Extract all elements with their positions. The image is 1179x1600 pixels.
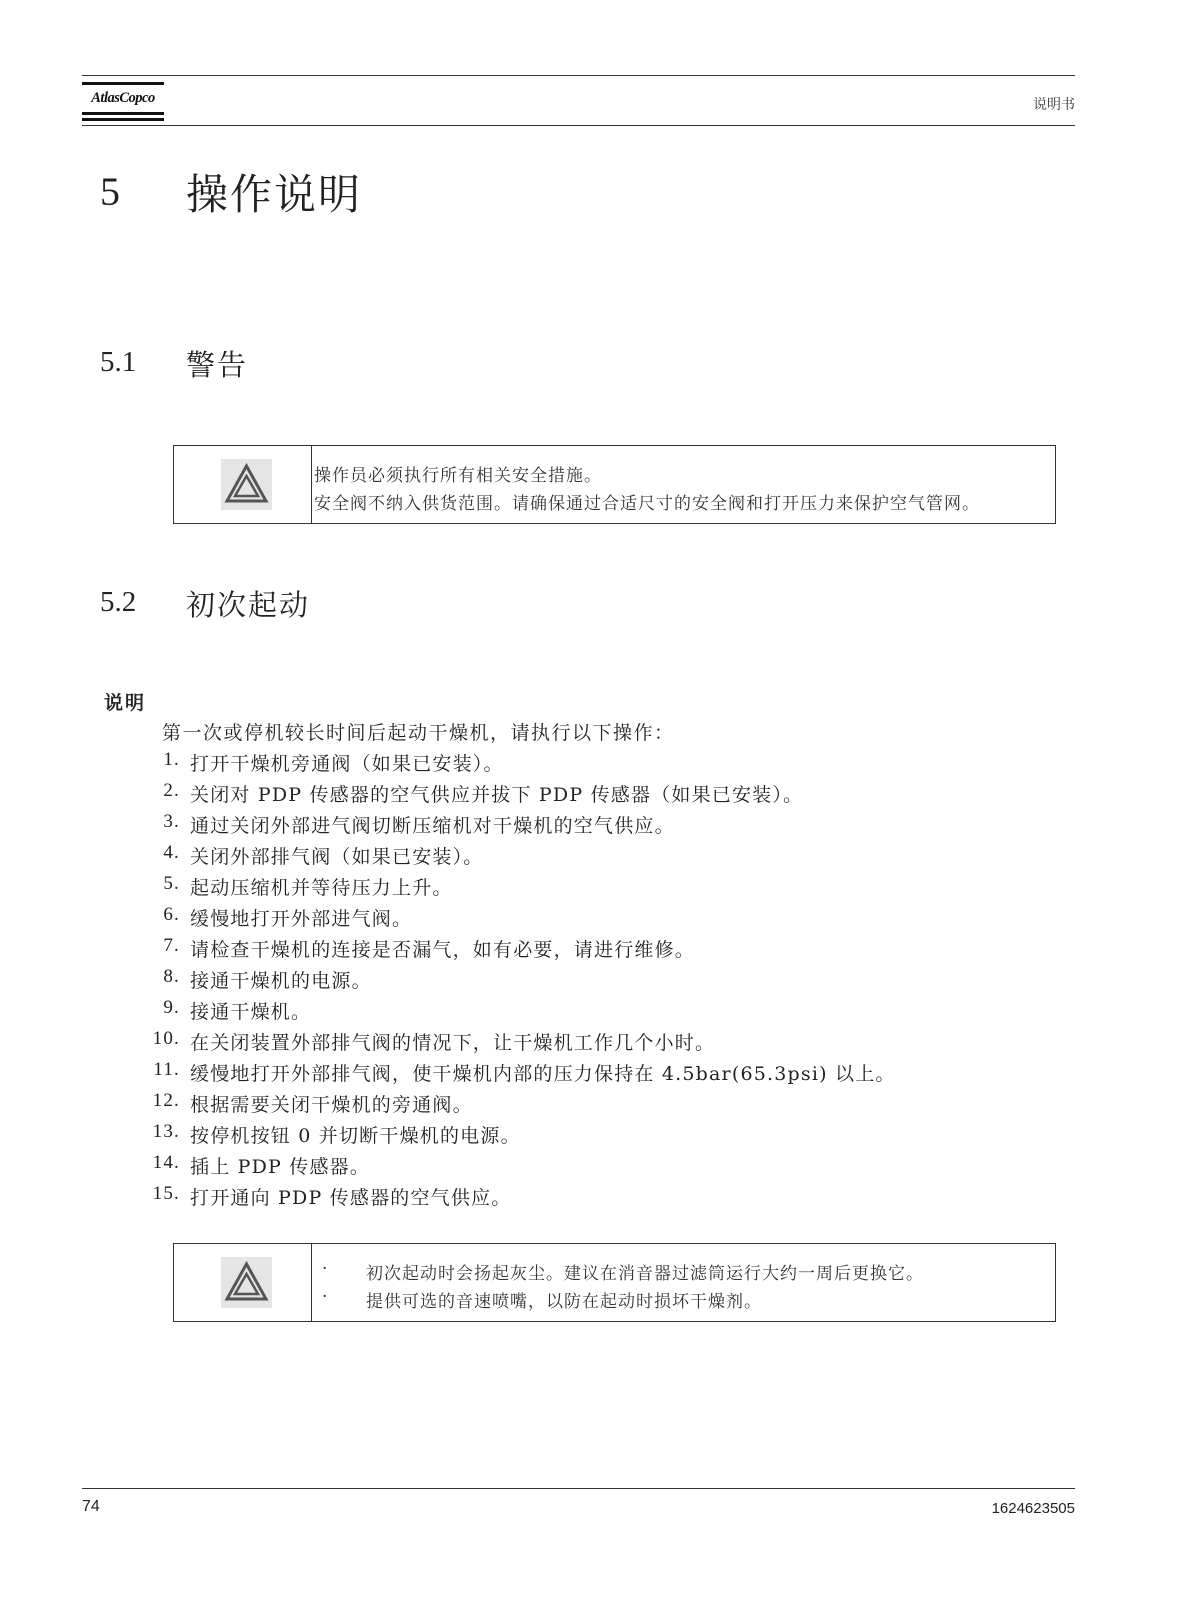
step-number: 2. xyxy=(163,780,180,801)
step-text: 插上 PDP 传感器。 xyxy=(190,1156,371,1178)
warning-line: 操作员必须执行所有相关安全措施。 xyxy=(314,466,602,486)
chapter-title: 操作说明 xyxy=(186,170,363,219)
step-text: 按停机按钮 0 并切断干燥机的电源。 xyxy=(190,1125,521,1147)
section-startup-title: 初次起动 xyxy=(186,588,311,622)
page-number: 74 xyxy=(82,1498,100,1515)
doc-type-label: 说明书 xyxy=(1033,97,1075,113)
section-warning-title: 警告 xyxy=(186,348,249,382)
step-number: 12. xyxy=(152,1090,180,1111)
step-text: 接通干燥机。 xyxy=(190,1001,312,1023)
atlas-copco-logo xyxy=(82,82,164,122)
note-bullet: · xyxy=(322,1259,329,1279)
step-text: 在关闭装置外部排气阀的情况下，让干燥机工作几个小时。 xyxy=(190,1032,716,1054)
section-startup-number: 5.2 xyxy=(100,586,137,618)
footer-rule xyxy=(82,1488,1075,1489)
header-top-rule xyxy=(82,75,1075,76)
step-number: 5. xyxy=(163,873,180,894)
step-text: 请检查干燥机的连接是否漏气，如有必要，请进行维修。 xyxy=(190,939,696,961)
step-number: 8. xyxy=(163,966,180,987)
step-text: 缓慢地打开外部进气阀。 xyxy=(190,908,413,930)
note-text: 提供可选的音速喷嘴，以防在起动时损坏干燥剂。 xyxy=(366,1292,762,1312)
step-text: 通过关闭外部进气阀切断压缩机对干燥机的空气供应。 xyxy=(190,815,675,837)
step-number: 1. xyxy=(163,749,180,770)
step-number: 11. xyxy=(153,1059,180,1080)
step-text: 缓慢地打开外部排气阀，使干燥机内部的压力保持在 4.5bar(65.3psi) 以上。 xyxy=(190,1063,896,1085)
doc-number: 1624623505 xyxy=(991,1500,1075,1517)
warning-box xyxy=(173,445,1056,524)
sub-label: 说明 xyxy=(104,692,147,714)
step-text: 打开通向 PDP 传感器的空气供应。 xyxy=(190,1187,512,1209)
step-text: 关闭外部排气阀（如果已安装）。 xyxy=(190,846,484,868)
step-text: 接通干燥机的电源。 xyxy=(190,970,372,992)
note-icon-cell xyxy=(174,1244,312,1321)
step-number: 13. xyxy=(152,1121,180,1142)
warning-triangle-icon xyxy=(221,1257,272,1308)
step-text: 关闭对 PDP 传感器的空气供应并拔下 PDP 传感器（如果已安装）。 xyxy=(190,784,804,806)
intro-text: 第一次或停机较长时间后起动干燥机，请执行以下操作： xyxy=(162,722,675,744)
step-number: 7. xyxy=(163,935,180,956)
note-bullet: · xyxy=(322,1287,329,1307)
chapter-number: 5 xyxy=(100,169,120,214)
warning-triangle-icon xyxy=(221,459,272,510)
warning-line: 安全阀不纳入供货范围。请确保通过合适尺寸的安全阀和打开压力来保护空气管网。 xyxy=(314,494,980,514)
logo-text: AtlasCopco xyxy=(91,90,155,106)
note-box xyxy=(173,1243,1056,1322)
step-number: 10. xyxy=(152,1028,180,1049)
note-text: 初次起动时会扬起灰尘。建议在消音器过滤筒运行大约一周后更换它。 xyxy=(366,1264,924,1284)
warning-icon-cell xyxy=(174,446,312,523)
steps-list xyxy=(150,749,1100,1219)
step-text: 根据需要关闭干燥机的旁通阀。 xyxy=(190,1094,473,1116)
step-number: 15. xyxy=(152,1183,180,1204)
step-number: 4. xyxy=(163,842,180,863)
step-number: 6. xyxy=(163,904,180,925)
step-number: 14. xyxy=(152,1152,180,1173)
step-number: 9. xyxy=(163,997,180,1018)
step-text: 起动压缩机并等待压力上升。 xyxy=(190,877,453,899)
header-bottom-rule xyxy=(82,125,1075,126)
step-number: 3. xyxy=(163,811,180,832)
step-text: 打开干燥机旁通阀（如果已安装）。 xyxy=(190,753,504,775)
section-warning-number: 5.1 xyxy=(100,346,137,378)
